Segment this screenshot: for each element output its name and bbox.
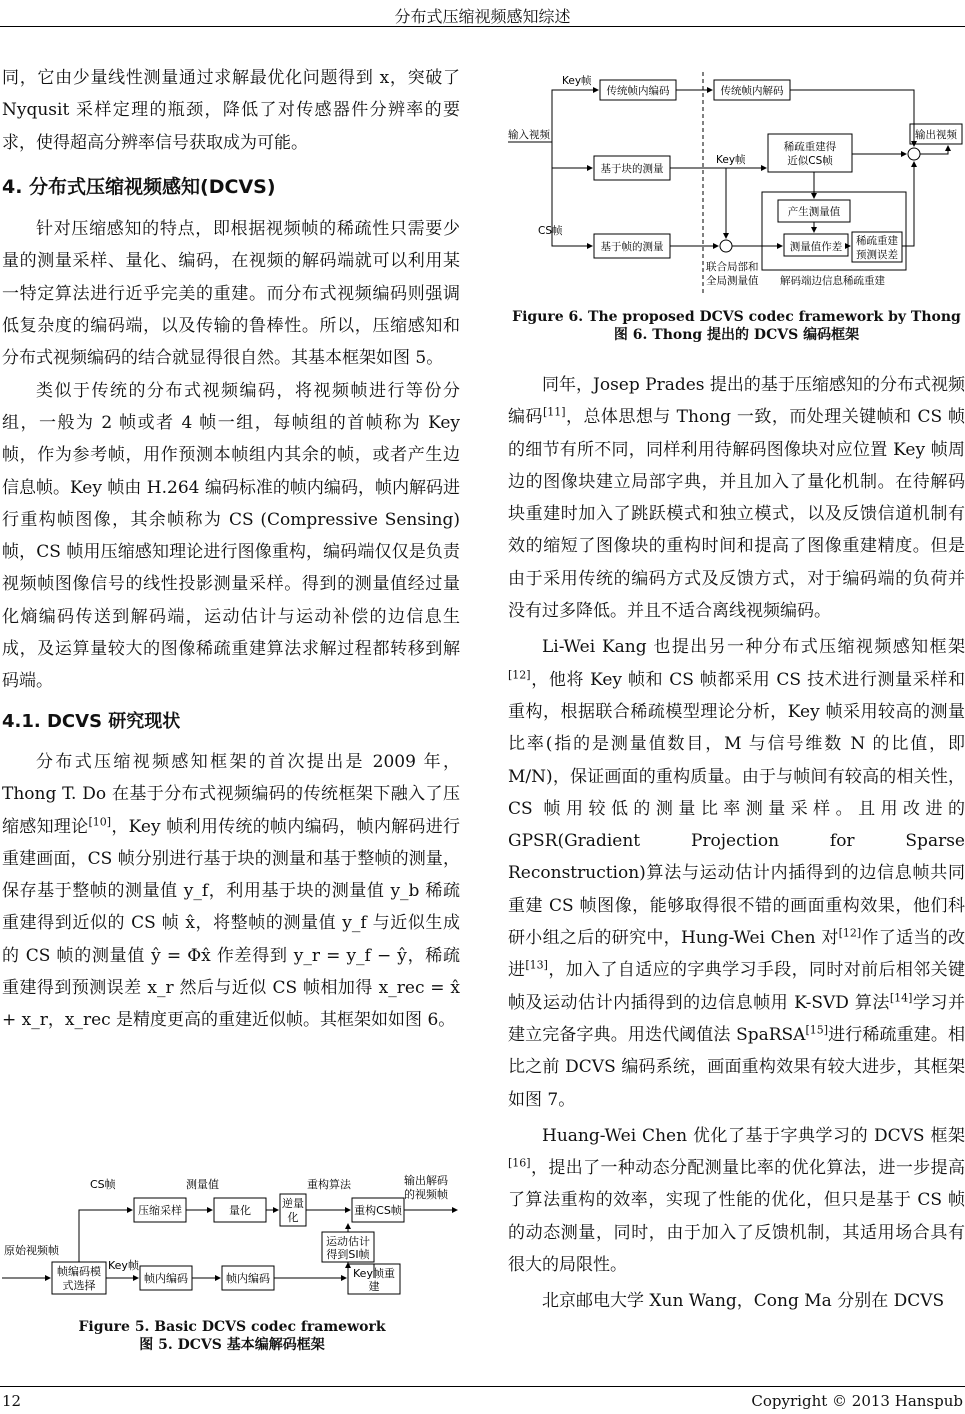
fig6-text-gen-measure: 产生测量值: [787, 206, 841, 218]
fig6-label-input-video: 输入视频: [508, 129, 550, 141]
fig6-label-cs-frame: CS帧: [538, 225, 563, 237]
fig6-text-block-measure: 基于块的测量: [600, 163, 664, 175]
fig5-text-inverse-quant-2: 化: [287, 1211, 299, 1224]
fig6-text-intra-enc: 传统帧内编码: [606, 85, 670, 97]
citation-12b: [12]: [838, 926, 862, 940]
fig6-text-frame-measure: 基于帧的测量: [600, 241, 664, 253]
paragraph-5-part-c: 作了适当的改进: [508, 928, 965, 981]
fig5-label-output-1: 输出解码: [404, 1174, 448, 1187]
section-4-title: 4. 分布式压缩视频感知(DCVS): [2, 175, 276, 198]
right-column: [508, 369, 965, 1318]
fig5-label-measurement: 测量值: [186, 1178, 219, 1191]
figure-6-svg: [508, 68, 965, 300]
paragraph-5-part-e: 学习并建立完备字典。用迭代阈值法 SpaRSA: [508, 992, 965, 1045]
paragraph-5-part-b: ，他将 Key 帧和 CS 帧都采用 CS 技术进行测量采样和重构，根据联合稀疏模型理论分析，Key 帧采用较高的测量比率(指的是测量值数目，M 与信号维数 N 的比值，即 M/N)，保证画面的重构质量。由于与帧间有较高的相关性，CS 帧用较低的测量比率测量采样。且用改进的 GPSR(Gradient Projection for Sparse Reconstruction)算法与运动估计内插得到的边信息帧共同重建 CS 帧图像，能够取得很不错的画面重构效果，他们科研小组之后的研究中，Hung-Wei Chen 对: [508, 669, 965, 949]
fig6-label-joint-1: 联合局部和: [706, 261, 759, 273]
footer-rule: [0, 1386, 965, 1387]
fig5-text-intra-enc: 帧内编码: [144, 1272, 188, 1285]
paragraph-6-part-b: ，提出了一种动态分配测量比率的优化算法，进一步提高了算法重构的效率，实现了性能的优化，但只是基于 CS 帧的动态测量，同时，由于加入了反馈机制，其适用场合具有很大的局限性。: [508, 1158, 965, 1276]
fig6-text-pred-err-1: 稀疏重建: [856, 235, 898, 247]
fig5-text-inverse-quant-1: 逆量: [282, 1197, 304, 1210]
fig5-text-mode-select-2: 式选择: [62, 1279, 96, 1292]
fig5-text-mode-select-1: 帧编码模: [57, 1265, 101, 1278]
fig6-label-key-frame: Key帧: [562, 75, 592, 87]
running-header: 分布式压缩视频感知综述: [394, 7, 571, 26]
figure-5-caption: [2, 1318, 462, 1354]
fig5-text-motion-2: 得到SI帧: [326, 1248, 370, 1261]
paragraph-4-part-b: ，总体思想与 Thong 一致，而处理关键帧和 CS 帧的细节有所不同，同样利用待解码图像块对应位置 Key 帧周边的图像块建立局部字典，并且加入了量化机制。在待解码块重建时加入了跳跃模式和独立模式，以及反馈信道机制有效的缩短了图像块的重构时间和提高了图像重建精度。但是由于采用传统的编码方式及反馈方式，对于编码端的负荷并没有过多降低。并且不适合离线视频编码。: [508, 407, 965, 622]
paragraph-5-part-f: 进行稀疏重建。相比之前 DCVS 编码系统，画面重构效果有较大进步，其框架如图 7。: [508, 1024, 965, 1110]
figure-6-caption-zh: 图 6. Thong 提出的 DCVS 编码框架: [613, 327, 860, 343]
fig5-label-key-frame: Key帧: [108, 1259, 139, 1272]
paragraph-5: [508, 631, 965, 1115]
fig5-label-source-video: 原始视频帧: [4, 1244, 59, 1257]
figure-6-caption-en: Figure 6. The proposed DCVS codec framework by Thong: [512, 309, 961, 325]
fig5-text-recon-cs: 重构CS帧: [354, 1204, 402, 1217]
fig6-mult-node: [720, 240, 732, 252]
left-column: [2, 62, 460, 1037]
fig6-label-joint-2: 全局测量值: [706, 275, 759, 287]
citation-15: [15]: [805, 1023, 829, 1037]
fig5-text-key-recon-1: Key帧重: [353, 1267, 395, 1280]
paragraph-3: [2, 746, 460, 1037]
fig6-label-key-frame-2: Key帧: [716, 154, 746, 166]
fig6-text-sparse-1: 稀疏重建得: [783, 141, 837, 153]
fig5-label-output-2: 的视频帧: [404, 1188, 448, 1201]
section-4-1-title: 4.1. DCVS 研究现状: [2, 710, 181, 732]
fig6-label-decoder-si: 解码端边信息稀疏重建: [780, 275, 885, 287]
fig6-text-sparse-2: 近似CS帧: [787, 155, 833, 167]
paragraph-4-part-a: 同年，Josep Prades 提出的基于压缩感知的分布式视频编码: [508, 375, 965, 428]
fig5-text-quantize: 量化: [229, 1204, 251, 1217]
citation-12: [12]: [508, 668, 531, 682]
paragraph-5-part-d: ，加入了自适应的字典学习手段，同时对前后相邻关键帧及运动估计内插得到的边信息帧用 K-SVD 算法: [508, 960, 965, 1013]
fig6-text-measure-diff: 测量值作差: [789, 241, 843, 253]
paragraph-3-part-b: ，Key 帧利用传统的帧内编码，帧内解码进行重建画面，CS 帧分别进行基于块的测量和基于整帧的测量，保存基于整帧的测量值 y_f，利用基于块的测量值 y_b 稀疏重建得到近似的 CS 帧 x̂，将整帧的测量值 y_f 与近似生成的 CS 帧的测量值 ŷ = Φx̂ 作差得到 y_r = y_f − ŷ，稀疏重建得到预测误差 x_r 然后与近似 CS 帧相加得 x_rec = x̂ + x_r，x_rec 是精度更高的重建近似帧。其框架如如图 6。: [2, 816, 461, 1031]
fig6-text-intra-dec: 传统帧内解码: [720, 85, 784, 97]
citation-14: [14]: [889, 990, 913, 1004]
paragraph-3-part-a: 分布式压缩视频感知框架的首次提出是 2009 年，Thong T. Do 在基于分布式视频编码的传统框架下融入了压缩感知理论: [2, 751, 460, 837]
paragraph-5-part-a: Li-Wei Kang 也提出另一种分布式压缩视频感知框架: [542, 637, 965, 658]
fig5-text-compress-sample: 压缩采样: [138, 1204, 182, 1217]
paragraph-7: 北京邮电大学 Xun Wang，Cong Ma 分别在 DCVS: [542, 1291, 945, 1312]
fig6-text-output: 输出视频: [915, 129, 957, 141]
fig5-text-motion-1: 运动估计: [326, 1235, 370, 1248]
fig6-sum-node: [908, 148, 920, 160]
fig5-label-cs-frame: CS帧: [90, 1178, 116, 1191]
paragraph-intro: 同，它由少量线性测量通过求解最优化问题得到 x，突破了 Nyqusit 采样定理的瓶颈，降低了对传感器件分辨率的要求，使得超高分辨率信号获取成为可能。: [2, 68, 460, 153]
fig5-text-intra-dec: 帧内编码: [226, 1272, 270, 1285]
citation-13: [13]: [525, 958, 548, 972]
paragraph-4: [508, 369, 965, 627]
figure-5-caption-en: Figure 5. Basic DCVS codec framework: [78, 1319, 386, 1335]
citation-10: [10]: [88, 814, 112, 828]
paragraph-1: 针对压缩感知的特点，即根据视频帧的稀疏性只需要少量的测量采样、量化、编码，在视频的解码端就可以利用某一特定算法进行近乎完美的重建。而分布式视频编码则强调低复杂度的编码端，以及传输的鲁棒性。所以，压缩感知和分布式视频编码的结合就显得很自然。其基本框架如图 5。: [2, 219, 460, 369]
header-rule: [0, 26, 965, 27]
figure-5-svg: [2, 1172, 462, 1312]
paragraph-6: [508, 1120, 965, 1281]
copyright-notice: Copyright © 2013 Hanspub: [751, 1392, 963, 1410]
fig6-text-pred-err-2: 预测误差: [856, 249, 898, 261]
figure-5-caption-zh: 图 5. DCVS 基本编解码框架: [139, 1337, 325, 1353]
figure-6-caption: [508, 308, 965, 344]
figure-6-diagram: [508, 68, 965, 300]
figure-5-diagram: [2, 1172, 462, 1312]
citation-11: [11]: [542, 405, 566, 419]
fig5-label-recon-algo: 重构算法: [307, 1178, 351, 1191]
fig5-text-key-recon-2: 建: [368, 1280, 380, 1293]
paragraph-2: 类似于传统的分布式视频编码，将视频帧进行等份分组，一般为 2 帧或者 4 帧一组，每帧组的首帧称为 Key 帧，作为参考帧，用作预测本帧组内其余的帧，或者产生边信息帧。Key 帧由 H.264 编码标准的帧内编码，帧内解码进行重构帧图像，其余帧称为 CS (Compressive Sensing)帧，CS 帧用压缩感知理论进行图像重构，编码端仅仅是负责视频帧图像信号的线性投影测量采样。得到的测量值经过量化熵编码传送到解码端，运动估计与运动补偿的边信息生成，及运算量较大的图像稀疏重建算法求解过程都转移到解码端。: [2, 380, 460, 692]
page-number: 12: [2, 1392, 22, 1410]
paragraph-6-part-a: Huang-Wei Chen 优化了基于字典学习的 DCVS 框架: [542, 1125, 965, 1146]
citation-16: [16]: [508, 1156, 531, 1170]
